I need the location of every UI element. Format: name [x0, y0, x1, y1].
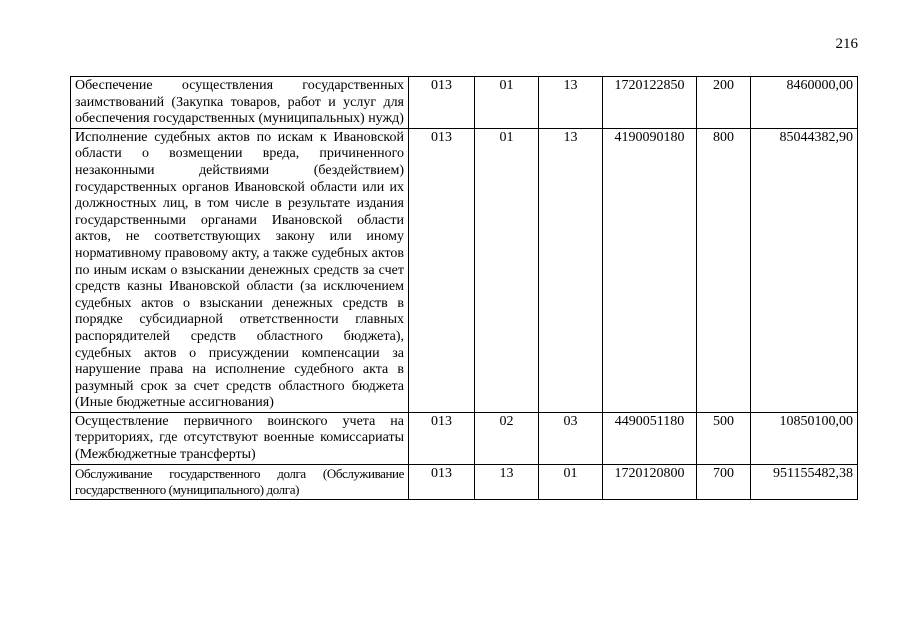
subsection-code: 01: [539, 464, 603, 499]
target-article-code: 1720122850: [603, 77, 697, 129]
table-row: [71, 412, 858, 464]
section-code: 01: [475, 77, 539, 129]
row-amount: 85044382,90: [751, 128, 858, 412]
target-article-code: 4490051180: [603, 412, 697, 464]
row-description: Осуществление первичного воинского учета на территориях, где отсутствуют военные комиссариаты (Межбюджетные трансферты): [71, 412, 409, 464]
subsection-code: 13: [539, 77, 603, 129]
expense-type-code: 800: [697, 128, 751, 412]
row-description: Обеспечение осуществления государственных заимствований (Закупка товаров, работ и услуг для обеспечения государственных (муниципальных) нужд): [71, 77, 409, 129]
subsection-code: 13: [539, 128, 603, 412]
row-amount: 8460000,00: [751, 77, 858, 129]
row-description: Исполнение судебных актов по искам к Ивановской области о возмещении вреда, причиненного незаконными действиями (бездействием) государственных органов Ивановской области или их должностных лиц, в том числе в результате издания государственными органами Ивановской области актов, не соответствующих закону или иному нормативному правовому акту, а также судебных актов по иным искам о взыскании денежных средств за счет средств казны Ивановской области (за исключением судебных актов о взыскании денежных средств в порядке субсидиарной ответственности главных распорядителей средств областного бюджета), судебных актов о присуждении компенсации за нарушение права на исполнение судебного акта в разумный срок за счет средств областного бюджета (Иные бюджетные ассигнования): [71, 128, 409, 412]
subsection-code: 03: [539, 412, 603, 464]
target-article-code: 1720120800: [603, 464, 697, 499]
ministry-code: 013: [409, 128, 475, 412]
table-row: [71, 77, 858, 129]
expense-type-code: 700: [697, 464, 751, 499]
row-amount: 951155482,38: [751, 464, 858, 499]
page-number: 216: [835, 36, 858, 52]
table-row: [71, 128, 858, 412]
ministry-code: 013: [409, 464, 475, 499]
section-code: 02: [475, 412, 539, 464]
section-code: 13: [475, 464, 539, 499]
table-row: [71, 464, 858, 499]
expense-type-code: 500: [697, 412, 751, 464]
row-description: Обслуживание государственного долга (Обслуживание государственного (муниципального) долга): [71, 464, 409, 499]
row-amount: 10850100,00: [751, 412, 858, 464]
budget-table: [70, 76, 858, 500]
ministry-code: 013: [409, 77, 475, 129]
ministry-code: 013: [409, 412, 475, 464]
expense-type-code: 200: [697, 77, 751, 129]
target-article-code: 4190090180: [603, 128, 697, 412]
section-code: 01: [475, 128, 539, 412]
